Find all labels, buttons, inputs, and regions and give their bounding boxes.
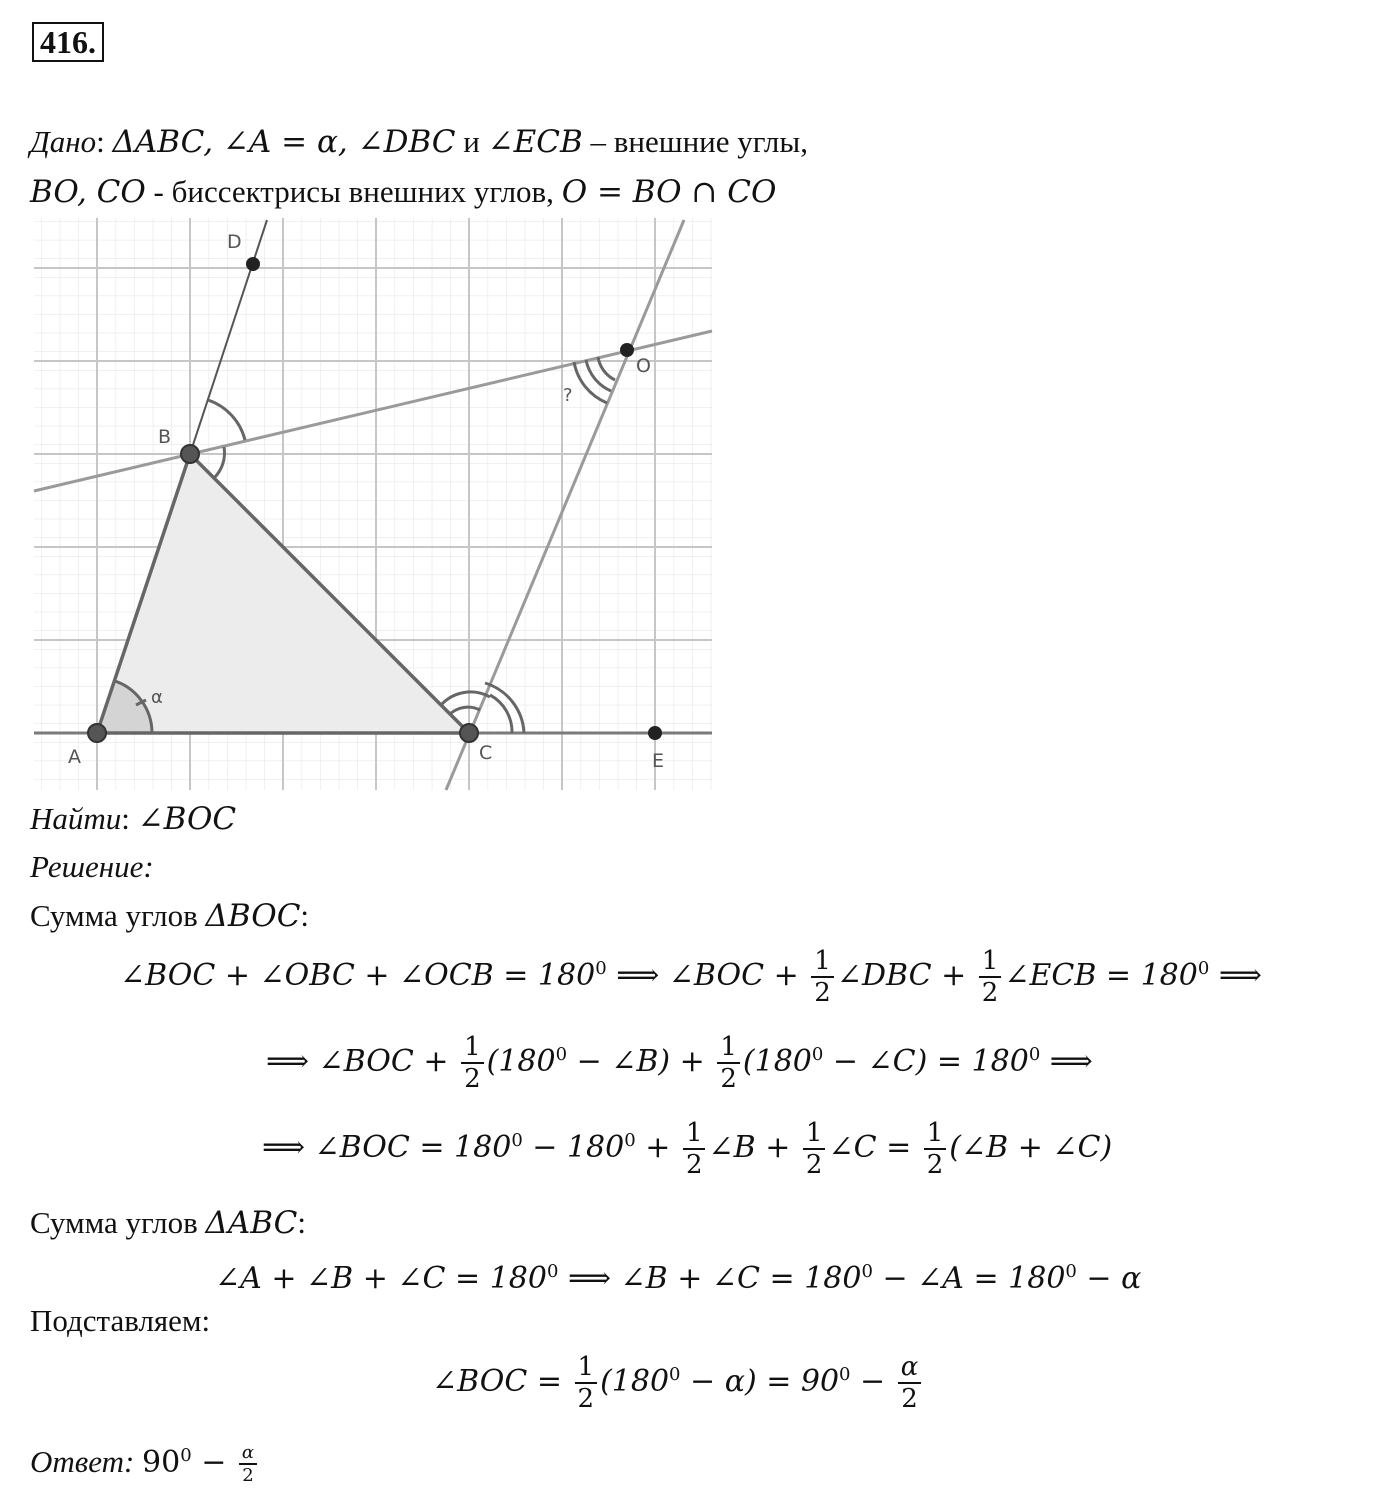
eq5-part-c: − α) = 90 xyxy=(680,1364,840,1399)
given-triangle: ΔABC, ∠A = α, ∠DBC xyxy=(112,124,456,160)
sum-abc-heading: Сумма углов ΔABC: xyxy=(30,1205,307,1241)
fraction-half xyxy=(979,946,1002,1008)
answer-part-a: 90 xyxy=(142,1445,181,1480)
eq4-part-d: − α xyxy=(1076,1261,1142,1296)
eq3-part-e: ∠C = xyxy=(828,1130,912,1165)
denominator: 2 xyxy=(814,978,831,1008)
eq2-part-b: (180 xyxy=(486,1044,556,1079)
eq3-part-d: ∠B + xyxy=(708,1130,791,1165)
degree: 0 xyxy=(861,1261,873,1282)
fraction-half xyxy=(717,1032,740,1094)
numerator: α xyxy=(239,1442,257,1465)
eq5-part-b: (180 xyxy=(600,1364,670,1399)
find-label: Найти xyxy=(30,801,122,836)
fraction-alpha-half xyxy=(898,1352,922,1414)
degree: 0 xyxy=(546,1261,559,1282)
eq1-part-e: ⟹ xyxy=(1209,958,1262,993)
given-intersection: O = BO ∩ CO xyxy=(561,174,777,210)
denominator: 2 xyxy=(577,1384,595,1414)
numerator: 1 xyxy=(461,1032,484,1064)
sum-boc-heading: Сумма углов ΔBOC: xyxy=(30,898,310,934)
eq5-part-a: ∠BOC = xyxy=(432,1364,562,1399)
label-a: A xyxy=(68,746,81,768)
sum-boc-triangle: ΔBOC xyxy=(205,898,301,934)
degree: 0 xyxy=(624,1130,636,1151)
eq3-part-c: + xyxy=(635,1130,671,1165)
eq3-part-a: ⟹ ∠BOC = 180 xyxy=(262,1130,512,1165)
eq2-part-d: (180 xyxy=(742,1044,812,1079)
degree: 0 xyxy=(811,1044,824,1065)
denominator: 2 xyxy=(242,1465,254,1486)
eq2-part-f: ⟹ xyxy=(1040,1044,1093,1079)
equation-3 xyxy=(262,1118,1112,1180)
equation-4 xyxy=(215,1250,1141,1301)
fraction-half xyxy=(575,1352,598,1414)
eq1-part-b: ⟹ ∠BOC + xyxy=(616,958,799,993)
denominator: 2 xyxy=(926,1150,944,1180)
point-c xyxy=(460,724,478,742)
degree: 0 xyxy=(1065,1261,1077,1282)
fraction-half xyxy=(811,946,834,1008)
label-c: C xyxy=(479,742,493,764)
find-value: ∠BOC xyxy=(137,801,237,837)
find-line: Найти: ∠BOC xyxy=(30,801,237,837)
point-e xyxy=(648,726,662,740)
eq3-part-b: − 180 xyxy=(522,1130,625,1165)
given-label: Дано xyxy=(30,124,97,159)
eq4-part-a: ∠A + ∠B + ∠C = 180 xyxy=(215,1261,547,1296)
label-d: D xyxy=(227,231,242,253)
eq3-part-f: (∠B + ∠C) xyxy=(949,1130,1113,1165)
fraction-half xyxy=(924,1118,947,1180)
sum-abc-text: Сумма углов xyxy=(30,1205,206,1240)
numerator: 1 xyxy=(717,1032,740,1064)
point-o xyxy=(620,343,634,357)
numerator: 1 xyxy=(683,1118,706,1150)
degree: 0 xyxy=(555,1044,568,1065)
given-bisectors-text: - биссектрисы внешних углов, xyxy=(145,174,562,209)
denominator: 2 xyxy=(685,1150,703,1180)
equation-2 xyxy=(266,1032,1093,1094)
denominator: 2 xyxy=(720,1064,737,1094)
fraction-half xyxy=(461,1032,484,1094)
label-e: E xyxy=(652,750,665,772)
answer-line xyxy=(30,1434,260,1487)
numerator: 1 xyxy=(811,946,834,978)
eq2-part-e: − ∠C) = 180 xyxy=(823,1044,1029,1079)
given-and: и xyxy=(455,124,488,159)
label-alpha: α xyxy=(151,687,163,708)
solution-label-text: Решение xyxy=(30,849,144,884)
answer-part-b: − xyxy=(191,1445,227,1480)
answer-value xyxy=(142,1442,260,1486)
eq1-part-d: ∠ECB = 180 xyxy=(1004,958,1198,993)
degree: 0 xyxy=(839,1364,851,1385)
given-line-1: Дано: ΔABC, ∠A = α, ∠DBC и ∠ECB – внешние углы, xyxy=(30,124,808,160)
fraction-half xyxy=(683,1118,706,1180)
equation-1 xyxy=(120,946,1262,1008)
degree: 0 xyxy=(669,1364,681,1385)
given-external: – внешние углы, xyxy=(582,124,808,159)
denominator: 2 xyxy=(805,1150,823,1180)
answer-label: Ответ: xyxy=(30,1444,135,1479)
given-ecb: ∠ECB xyxy=(487,124,583,160)
eq2-part-a: ⟹ ∠BOC + xyxy=(266,1044,449,1079)
problem-number: 416. xyxy=(32,22,104,62)
sum-boc-text: Сумма углов xyxy=(30,898,206,933)
numerator: 1 xyxy=(924,1118,947,1150)
point-b xyxy=(181,445,199,463)
point-a xyxy=(88,724,106,742)
eq1-part-a: ∠BOC + ∠OBC + ∠OCB = 180 xyxy=(120,958,596,993)
numerator: α xyxy=(898,1352,922,1384)
eq2-part-c: − ∠B) + xyxy=(567,1044,705,1079)
solution-label: Решение: xyxy=(30,849,154,884)
fraction-half xyxy=(803,1118,826,1180)
degree: 0 xyxy=(1197,958,1210,979)
substitute-label: Подставляем: xyxy=(30,1303,211,1338)
label-question: ? xyxy=(563,385,573,406)
point-d xyxy=(246,257,260,271)
degree: 0 xyxy=(1028,1044,1041,1065)
sum-abc-triangle: ΔABC xyxy=(205,1205,298,1241)
eq1-part-c: ∠DBC + xyxy=(836,958,967,993)
denominator: 2 xyxy=(901,1384,918,1414)
numerator: 1 xyxy=(979,946,1002,978)
degree: 0 xyxy=(595,958,607,979)
eq4-part-b: ⟹ ∠B + ∠C = 180 xyxy=(558,1261,862,1296)
eq5-part-d: − xyxy=(850,1364,886,1399)
eq4-part-c: − ∠A = 180 xyxy=(872,1261,1066,1296)
equation-5 xyxy=(432,1352,924,1414)
denominator: 2 xyxy=(981,978,999,1008)
label-b: B xyxy=(158,426,172,448)
degree: 0 xyxy=(511,1130,523,1151)
label-o: O xyxy=(636,355,651,377)
denominator: 2 xyxy=(464,1064,481,1094)
numerator: 1 xyxy=(575,1352,598,1384)
given-bisectors: BO, CO xyxy=(30,174,146,210)
numerator: 1 xyxy=(803,1118,826,1150)
fraction-alpha-half xyxy=(239,1442,257,1486)
degree: 0 xyxy=(180,1445,192,1466)
